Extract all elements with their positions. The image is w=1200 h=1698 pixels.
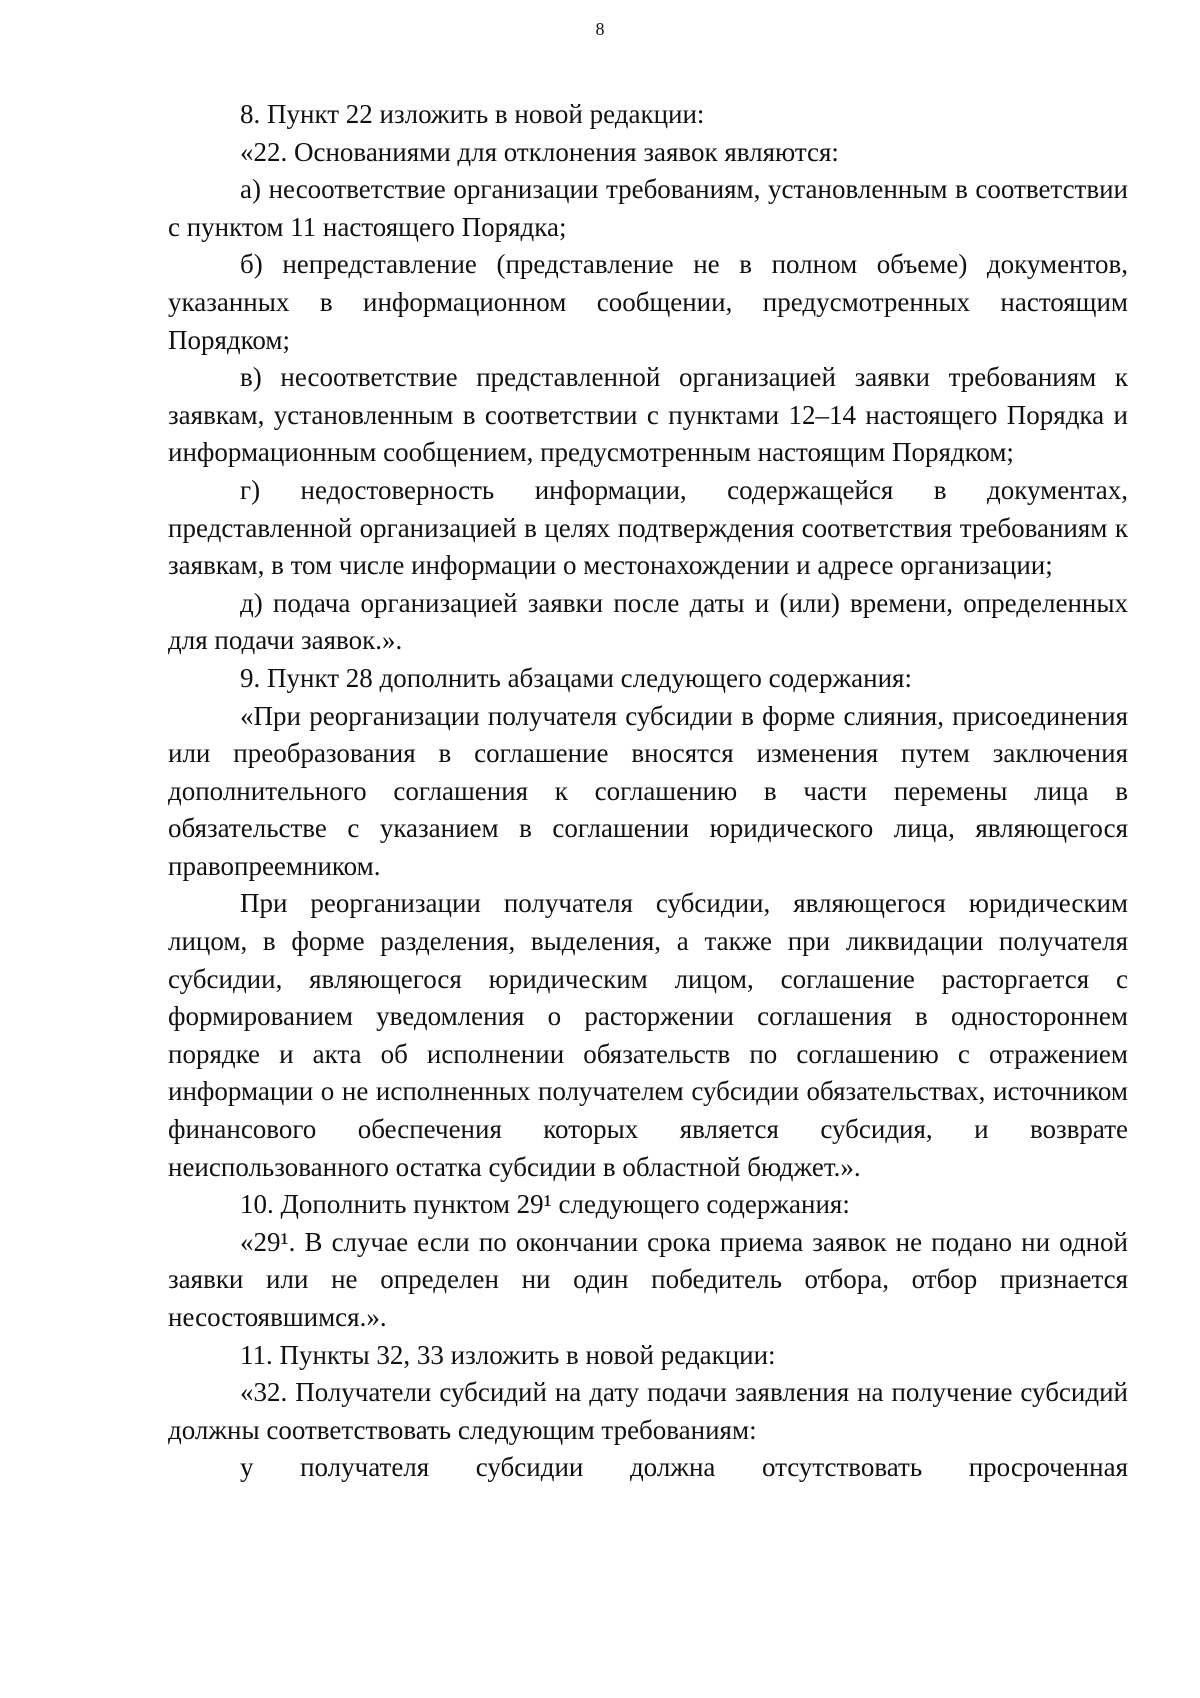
paragraph-item-8: 8. Пункт 22 изложить в новой редакции: <box>240 99 705 129</box>
paragraph-reorganization-merger: «При реорганизации получателя субсидии в форме слияния, присоединения или преобразования в соглашение вносятся изменения путем заключения дополнительного соглашения к соглашению в части перемены лица в обязательстве с указанием в соглашении юридического лица, являющегося правопреемником. <box>168 700 1128 881</box>
paragraph-item-11: 11. Пункты 32, 33 изложить в новой редакции: <box>240 1339 776 1370</box>
paragraph-item-10: 10. Дополнить пунктом 29¹ следующего содержания: <box>240 1189 850 1220</box>
paragraph-item-v: в) несоответствие представленной организацией заявки требованиям к заявкам, установленным в соответствии с пунктами 12–14 настоящего Порядка и информационным сообщением, предусмотренным настоящим Порядком; <box>168 362 1128 468</box>
paragraph-quote-22: «22. Основаниями для отклонения заявок являются: <box>240 136 839 167</box>
paragraph-item-g: г) недостоверность информации, содержащейся в документах, представленной организацией в целях подтверждения соответствия требованиям к заявкам, в том числе информации о местонахождении и адресе организации; <box>168 474 1128 581</box>
paragraph-quote-29-1: «29¹. В случае если по окончании срока приема заявок не подано ни одной заявки или не определен ни один победитель отбора, отбор признается несостоявшимся.». <box>168 1226 1128 1332</box>
paragraph-item-a: а) несоответствие организации требованиям, установленным в соответствии с пунктом 11 настоящего Порядка; <box>168 174 1128 242</box>
paragraph-reorganization-division: При реорганизации получателя субсидии, являющегося юридическим лицом, в форме разделения, выделения, а также при ликвидации получателя субсидии, являющегося юридическим лицом, соглашение расторгается с формированием уведомления о расторжении соглашения в одностороннем порядке и акта об исполнении обязательств по соглашению с отражением информации о не исполненных получателем субсидии обязательствах, источником финансового обеспечения которых является субсидия, и возврате неиспользованного остатка субсидии в областной бюджет.». <box>168 888 1128 1182</box>
paragraph-item-9: 9. Пункт 28 дополнить абзацами следующего содержания: <box>240 662 912 693</box>
page-number: 8 <box>595 19 605 39</box>
paragraph-requirement-overdue: у получателя субсидии должна отсутствовать просроченная <box>240 1452 1128 1483</box>
paragraph-item-d: д) подача организацией заявки после даты и (или) времени, определенных для подачи заявок.». <box>168 587 1128 656</box>
document-body <box>168 96 1128 1487</box>
paragraph-item-b: б) непредставление (представление не в полном объеме) документов, указанных в информационном сообщении, предусмотренных настоящим Порядком; <box>168 249 1128 355</box>
paragraph-quote-32: «32. Получатели субсидий на дату подачи заявления на получение субсидий должны соответствовать следующим требованиям: <box>168 1377 1128 1445</box>
